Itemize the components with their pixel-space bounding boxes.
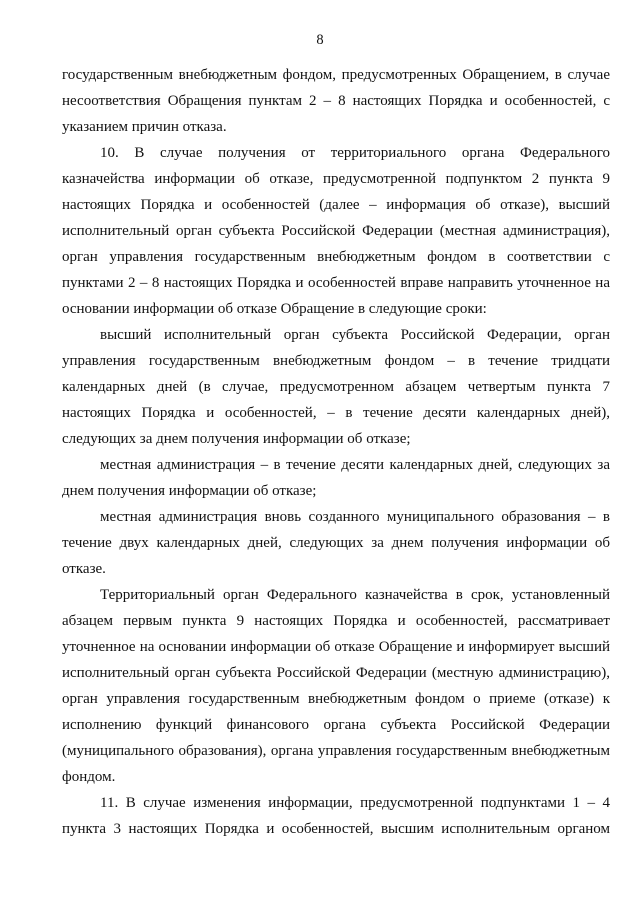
page-number: 8 xyxy=(316,32,324,48)
paragraph-deadline-executive: высший исполнительный орган субъекта Российской Федерации, орган управления государственным внебюджетным фондом – в течение тридцати календарных дней (в случае, предусмотренном абзацем четвертым пункта 7 настоящих Порядка и особенностей, – в течение десяти календарных дней), следующих за днем получения информации об отказе; xyxy=(62,327,610,447)
paragraph-10: 10. В случае получения от территориального органа Федерального казначейства информации об отказе, предусмотренной подпунктом 2 пункта 9 настоящих Порядка и особенностей (далее – информация об отказе), высший исполнительный орган субъекта Российской Федерации (местная администрация), орган управления государственным внебюджетным фондом в соответствии с пунктами 2 – 8 настоящих Порядка и особенностей вправе направить уточненное на основании информации об отказе Обращение в следующие сроки: xyxy=(62,145,610,317)
paragraph-11: 11. В случае изменения информации, предусмотренной подпунктами 1 – 4 пункта 3 настоящих Порядка и особенностей, высшим исполнительным органом xyxy=(62,795,610,837)
paragraph-treasury-review: Территориальный орган Федерального казначейства в срок, установленный абзацем первым пункта 9 настоящих Порядка и особенностей, рассматривает уточненное на основании информации об отказе Обращение и информирует высший исполнительный орган субъекта Российской Федерации (местную администрацию), орган управления государственным внебюджетным фондом о приеме (отказе) к исполнению функций финансового органа субъекта Российской Федерации (муниципального образования), органа управления государственным внебюджетным фондом. xyxy=(62,587,610,785)
document-body xyxy=(62,62,610,842)
paragraph-continuation: государственным внебюджетным фондом, предусмотренных Обращением, в случае несоответствия Обращения пунктам 2 – 8 настоящих Порядка и особенностей, с указанием причин отказа. xyxy=(62,67,610,135)
paragraph-deadline-local-admin: местная администрация – в течение десяти календарных дней, следующих за днем получения информации об отказе; xyxy=(62,457,610,499)
paragraph-deadline-new-municipality: местная администрация вновь созданного муниципального образования – в течение двух календарных дней, следующих за днем получения информации об отказе. xyxy=(62,509,610,577)
